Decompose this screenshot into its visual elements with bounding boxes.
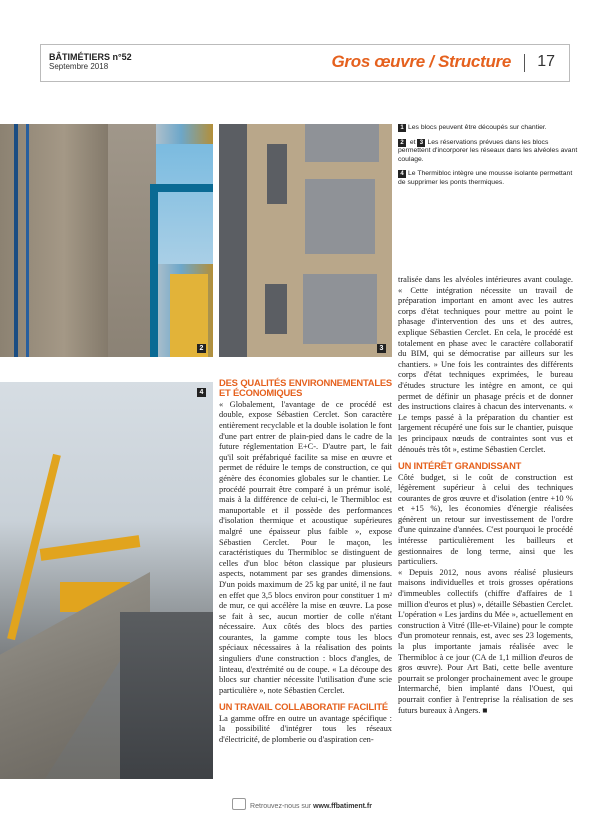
photo-block-section xyxy=(219,124,392,357)
section-title: Gros œuvre / Structure xyxy=(331,52,511,71)
photo-wall-opening xyxy=(0,124,213,357)
block-wall xyxy=(108,124,156,357)
paragraph: Côté budget, si le coût de construction est légèrement supérieur à celui des techniques courantes de gros œuvre et d'isolation (entre +10 % et +15 %), les économies d'énergie réalisées génèrent un retour sur investissement de l'ordre d'une quinzaine d'années. C'est pourquoi le procédé intéresse particulièrement les bailleurs et gestionnaires de long terme, ainsi que les particuliers. xyxy=(398,472,573,567)
issue-date: Septembre 2018 xyxy=(49,62,109,71)
article-column-left xyxy=(219,378,392,746)
footer-link[interactable]: www.ffbatiment.fr xyxy=(313,803,372,810)
article-column-right xyxy=(398,275,573,716)
footer-text: Retrouvez-nous sur xyxy=(250,803,314,810)
caption: 4 Le Thermibloc intègre une mousse isolante permettant de supprimer les ponts thermiques. xyxy=(398,170,573,186)
paragraph: La gamme offre en outre un avantage spécifique : la possibilité d'intégrer tous les réseaux d'électricité, de plomberie ou d'aspiration cen- xyxy=(219,713,392,745)
caption: 1 Les blocs peuvent être découpés sur chantier. xyxy=(398,124,578,133)
page-number: 17 xyxy=(537,53,555,70)
paragraph: tralisée dans les alvéoles intérieures avant coulage. « Cette intégration nécessite un travail de préparation important en amont avec les autres corps d'état techniques pour mettre au point le phasage d'intervention des uns et des autres, explique Sébastien Cerclet. En cela, le procédé est totalement en phase avec le caractère collaboratif du BIM, qui se démocratise par ailleurs sur les chantiers. » Une fois les contraintes des différents corps d'état techniques exprimées, le bureau d'études structure les intègre en amont, ce qui permet de définir un phasage précis et de donner des instructions claires à chacun des intervenants. « Le temps passé à la préparation du chantier est largement récupéré une fois sur le chantier, puisque les principaux nœuds de contraintes sont vus et dénoués très tôt », estime Sébastien Cerclet. xyxy=(398,275,573,454)
ffb-logo-icon xyxy=(232,798,246,810)
photo-construction-site xyxy=(0,382,213,779)
cable-icon xyxy=(26,124,29,357)
photo-number: 4 xyxy=(197,388,206,397)
section-heading: DES QUALITÉS ENVIRONNEMENTALES ET ÉCONOMIQUES xyxy=(219,377,392,399)
sky-area xyxy=(156,144,213,264)
window-frame xyxy=(150,184,158,357)
page-footer xyxy=(0,798,604,810)
header-divider xyxy=(524,54,525,72)
paragraph: « Globalement, l'avantage de ce procédé est double, expose Sébastien Cerclet. Son caractère entièrement recyclable et la double isolation le font d'une part entrer de plain-pied dans le cadre de la future réglementation E+C-. D'autre part, le fait qu'il soit préfabriqué facilite sa mise en œuvre et permet de réduire le temps de construction, ce qui génère des économies globales sur le chantier. Le procédé pourrait être comparé à un prémur isolé, mais à la différence de celui-ci, le Thermibloc est manuportable et il possède des performances d'isolation thermique et acoustique supérieures malgré une épaisseur plus faible », expose Sébastien Cerclet. Pour le maçon, les caractéristiques du Thermibloc se distinguent de celles d'un bloc béton classique par plusieurs aspects, notamment par ses grandes dimensions. D'un poids maximum de 25 kg par unité, il ne faut en effet que 3,5 blocs environ pour constituer 1 m² de mur, ce qui accélère la mise en œuvre. La pose se fait à sec, aucun mortier de colle n'étant nécessaire. Aux côtés des blocs des parties courantes, la gamme compte tous les blocs spéciaux nécessaires à la réalisation des points singuliers d'une construction : blocs d'angles, de linteau, d'extrémité ou de coupe. « La découpe des blocs sur chantier nécessite l'utilisation d'une scie particulière », note Sébastien Cerclet. xyxy=(219,399,392,695)
page-header xyxy=(40,44,570,82)
cable-icon xyxy=(14,124,18,357)
photo-number: 2 xyxy=(197,344,206,353)
photo-captions xyxy=(398,124,578,193)
magazine-name: BÂTIMÉTIERS n°52 xyxy=(49,52,132,62)
scaffold-floor xyxy=(120,612,213,779)
section-heading: UN TRAVAIL COLLABORATIF FACILITÉ xyxy=(219,701,388,713)
caption: 2 et 3 Les réservations prévues dans les blocs permettent d'incorporer les réseaux dans les alvéoles avant coulage. xyxy=(398,138,578,163)
section-heading: UN INTÉRÊT GRANDISSANT xyxy=(398,460,522,472)
window-frame xyxy=(150,184,213,192)
paragraph: « Depuis 2012, nous avons réalisé plusieurs maisons individuelles et trois grosses opérations d'immeubles collectifs (chiffre d'affaires de 1 million d'euros et plus) », détaille Sébastien Cerclet. L'opération « Les jardins du Mée », actuellement en construction à Vitré (Ille-et-Vilaine) pour le compte d'un promoteur rennais, est, avec ses 23 logements, la plus importante jamais réalisée avec le Thermibloc à ce jour (CA de 1,1 million d'euros de gros œuvre). Pour Art Bati, cette belle aventure pourrait se prolonger prochainement avec le groupe Intermarché, bien implanté dans l'Ouest, qui pourrait confier à l'entreprise la réalisation de ses futurs bureaux à Angers. ■ xyxy=(398,567,573,715)
photo-number: 3 xyxy=(377,344,386,353)
